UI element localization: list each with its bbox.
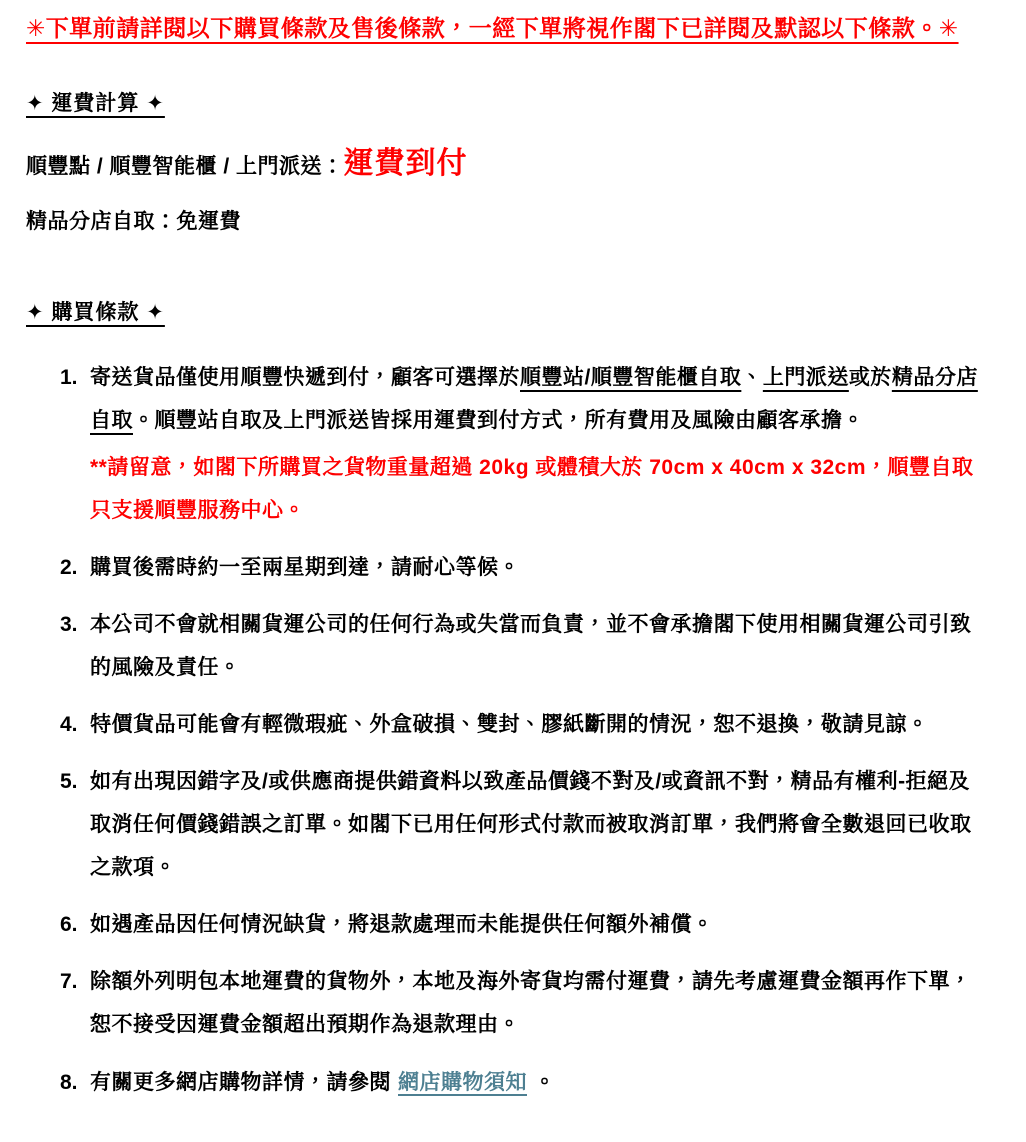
term-number: 7. — [60, 970, 78, 994]
term-text — [90, 1061, 988, 1104]
term-number: 8. — [60, 1070, 78, 1094]
term-text — [90, 356, 988, 532]
cash-on-delivery-value: 運費到付 — [343, 147, 468, 181]
term-number: 3. — [60, 613, 78, 637]
term-number: 6. — [60, 913, 78, 937]
term-item-5 — [60, 760, 988, 889]
pre-order-notice: ✳下單前請詳閱以下購買條款及售後條款，一經下單將視作閣下已詳閱及默認以下條款。✳ — [26, 15, 959, 41]
term-1-seg-underline-1: 順豐站/順豐智能櫃自取 — [520, 365, 742, 389]
term-text: 本公司不會就相關貨運公司的任何行為或失當而負責，並不會承擔閣下使用相關貨運公司引致的風險及責任。 — [90, 613, 972, 680]
shipping-fee-heading: ✦ 運費計算 ✦ — [26, 91, 165, 115]
term-item-7 — [60, 960, 988, 1046]
purchase-terms-section — [26, 299, 988, 1104]
term-8-seg-plain-2: 。 — [534, 1070, 556, 1094]
term-text: 購買後需時約一至兩星期到達，請耐心等候。 — [90, 556, 520, 580]
purchase-terms-heading: ✦ 購買條款 ✦ — [26, 300, 165, 324]
term-number: 1. — [60, 365, 78, 389]
shipping-fee-section — [26, 90, 988, 237]
weight-size-warning-note: **請留意，如閣下所購買之貨物重量超過 20kg 或體積大於 70cm x 40cm x 32cm，順豐自取只支援順豐服務中心。 — [90, 455, 974, 523]
term-item-3 — [60, 603, 988, 689]
store-pickup-line: 精品分店自取：免運費 — [26, 210, 241, 234]
term-text: 特價貨品可能會有輕微瑕疵、外盒破損、雙封、膠紙斷開的情況，恕不退換，敬請見諒。 — [90, 713, 929, 737]
term-text: 如有出現因錯字及/或供應商提供錯資料以致產品價錢不對及/或資訊不對，精品有權利-拒絕及取消任何價錢錯誤之訂單。如閣下已用任何形式付款而被取消訂單，我們將會全數退回已收取之款項。 — [90, 770, 972, 880]
term-1-seg-plain-1: 寄送貨品僅使用順豐快遞到付，顧客可選擇於 — [90, 365, 520, 389]
term-item-4 — [60, 703, 988, 746]
term-item-2 — [60, 546, 988, 589]
store-shopping-guide-link[interactable]: 網店購物須知 — [398, 1070, 527, 1094]
term-text: 除額外列明包本地運費的貨物外，本地及海外寄貨均需付運費，請先考慮運費金額再作下單，恕不接受因運費金額超出預期作為退款理由。 — [90, 970, 972, 1037]
shipping-methods-label: 順豐點 / 順豐智能櫃 / 上門派送： — [26, 155, 344, 179]
term-number: 2. — [60, 556, 78, 580]
term-1-seg-underline-3: 精品分店自取 — [90, 365, 978, 432]
term-1-seg-plain-4: 。順豐站自取及上門派送皆採用運費到付方式，所有費用及風險由顧客承擔。 — [133, 408, 864, 432]
term-item-6 — [60, 903, 988, 946]
term-item-8 — [60, 1061, 988, 1104]
term-1-seg-plain-2: 、 — [741, 365, 763, 389]
terms-list — [26, 356, 988, 1104]
term-text: 如遇產品因任何情況缺貨，將退款處理而未能提供任何額外補償。 — [90, 913, 714, 937]
term-1-paragraph — [90, 356, 988, 442]
shipping-methods-line — [26, 143, 988, 185]
term-number: 5. — [60, 770, 78, 794]
term-1-seg-plain-3: 或於 — [848, 365, 892, 389]
term-item-1 — [60, 356, 988, 532]
term-number: 4. — [60, 713, 78, 737]
term-1-seg-underline-2: 上門派送 — [762, 365, 849, 389]
term-8-seg-plain-1: 有關更多網店購物詳情，請參閱 — [90, 1070, 391, 1094]
